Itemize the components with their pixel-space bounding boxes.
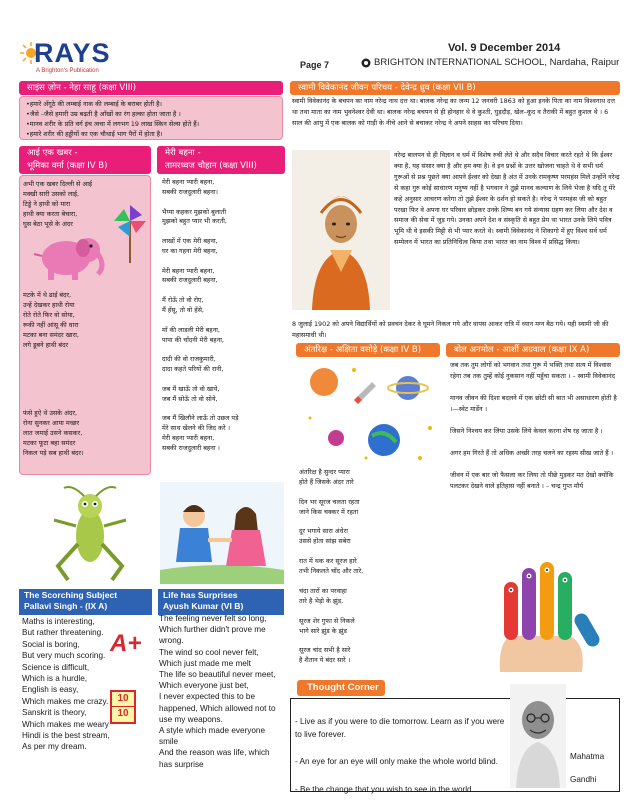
- antariksh-title: अंतरिक्ष - अक्षिता वसोड़े (कक्षा IV B): [296, 343, 440, 357]
- grade-a-plus: A+: [110, 630, 142, 657]
- page-number: Page 7: [300, 60, 330, 70]
- science-line: •मानव शरीर के प्रति वर्ग इंच त्वचा में लगभग 19 लाख स्किन सेल्स होते हैं।: [26, 120, 200, 128]
- life-title-line1: Life has Surprises: [163, 590, 238, 600]
- vivekananda-intro: स्वामी विवेकानंद के बचपन का नाम नरेन्द्र नाथ दत्त था। बालक नरेन्द्र का जन्म 12 जनवरी 1863 को हुआ इनके पिता का नाम विश्वनाथ दत्त था तथा माता का नाम भुवनेश्वर देवी था। बालक नरेन्द्र बचपन से ही होनहार थे वे कुश्ती, घुड़दौड़, खेल–कूद व तैराकी में बहुत कुशल थे । 6 साल की आयु में एक बालक को गाड़ी के नीचे आने से बचाकर नरेन्द्र ने अपने साहस का परिचय दिया।: [292, 97, 615, 127]
- behna-title-line1: मेरी बहना -: [165, 148, 201, 158]
- bol-anmol-quotes: जब तक तुम लोगों को भगवान तथा गुरू में भक्ति तथा सत्य में विश्वास रहेगा तब तक तुम्हें कोई नुकसान नहीं पहुँचा सकता । – स्वामी विवेकानंद मानव जीवन की दिशा बदलने में एक छोटी सी बात भी असाधारण होती है ।—स्वेट मार्डेन । जिसने निश्चय कर लिया उसके लिये केवल करना शेष रह जाता है । अगर हम गिरते हैं तो अधिक अच्छी तरह चलने का रहस्य सीख जाते हैं । जीवन में एक बार जो फैसला कर लिया तो पीछे मुड़कर मत देखो क्योंकि पलटकर देखने वाले इतिहास नहीं बनाते । – चन्द्र गुप्त मौर्य: [450, 361, 617, 490]
- life-title-line2: Ayush Kumar (VI B): [163, 601, 244, 611]
- thought-lines: [295, 701, 505, 810]
- scorching-poem: Maths is interesting, But rather threatening. Social is boring, But very much scoring. Science is difficult, Which is a hurdle, English is easy, Which makes me crazy. Sanskrit is theory, Which makes me weary Hindi is the best stream, As per my dream.: [22, 617, 110, 752]
- bol-anmol-title: बोल अनमोल - आर्शी अग्रवाल (कक्षा IX A): [446, 343, 620, 357]
- khabar-title-line2: भूमिका वर्मा (कक्षा IV B): [27, 161, 108, 171]
- thought-line: - An eye for an eye will only make the whole world blind.: [295, 757, 498, 767]
- volume-label: Vol. 9 December 2014: [448, 42, 561, 54]
- khabar-poem-3: फंसे हुऐ थे उसके अंदर, रोना सुनकर आया मच्छर लात जमाई उसने कसकर, मटका फूटा बहा समंदर निकल पड़े सब हाथी बंदर।: [23, 409, 84, 457]
- thought-line: - Live as if you were to die tomorrow. Learn as if you were to live forever.: [295, 716, 505, 740]
- behna-title: [157, 146, 285, 174]
- science-line: •जैसे –जैसे हमारी उम्र बढ़ती है आँखों का रंग हल्का होता जाता है ।: [26, 110, 181, 118]
- khabar-title-line1: आई एक खबर -: [27, 148, 78, 158]
- scorching-title-line2: Pallavi Singh - (IX A): [24, 601, 108, 611]
- gandhi-caption-line2: Gandhi: [570, 775, 597, 785]
- behna-title-line2: तामरध्वज चौहान (कक्षा VIII): [165, 161, 257, 171]
- vivekananda-portrait: [292, 150, 390, 310]
- pinwheel-illustration: [113, 203, 147, 263]
- finger-puppets-illustration: [470, 552, 610, 672]
- gandhi-caption-line1: Mahatma: [570, 752, 605, 762]
- science-zone-box: [19, 96, 283, 140]
- score-bottom: 10: [112, 706, 134, 721]
- life-poem: The feeling never felt so long, Which further didn't prove me wrong. The wind so cool never felt, Which just made me melt The life so beautiful never meet, Which everyone just bet, I never expected this to be happened, Which allowed not to use my weapons. A style which made everyone smile And the reason was life, which has surprise: [159, 614, 276, 769]
- khabar-title: [19, 146, 151, 174]
- vivekananda-title: स्वामी विवेकानंद जीवन परिचय - देवेन्द्र ध्रुव (कक्षा VII B): [290, 81, 620, 95]
- score-ten-badge: [110, 690, 136, 724]
- behna-poem: मेरी बहना प्यारी बहना, सबकी राजदुलारी बहना। भैय्या कहकर मुझको बुलाती मुझको बहुत प्यार भी करती, लाखों में एक मेरी बहना, घर का गहना मेरी बहना, मेरी बहना प्यारी बहना, सबकी राजदुलारी बहना, मैं रोऊँ तो वो रोए, मैं हँसू, तो वो हँसे, माँ की लाडली मेरी बहना, पापा की चाँदनी मेरी बहना, दादी की वो राजकुमारी, दादा कहते परियों की रानी, जब मैं खाऊँ तो वो खाये, जब मैं सोऊँ तो वो सोये, जब मैं खिलौने लाऊँ तो उछल पड़े मेरे साथ खेलने की जिद करे । मेरी बहना प्यारी बहना, सबकी राजदुलारी बहना ।: [162, 178, 239, 452]
- grasshopper-illustration: [28, 484, 152, 584]
- thought-corner-title: Thought Corner: [297, 680, 385, 696]
- science-zone-title: साइंस ज़ोन - नेहा साहू (कक्षा VIII): [19, 81, 283, 95]
- science-line: •हमारे शरीर की हड्डीयों का एक चौथाई भाग पैरों में होता है।: [26, 130, 163, 138]
- scorching-title-line1: The Scorching Subject: [24, 590, 118, 600]
- logo-tagline: A Brighton's Publication: [36, 68, 99, 74]
- life-title: [158, 589, 284, 615]
- vivekananda-closing: 8 जुलाई 1902 को अपने विद्यार्थियों को प्रवचन देकर वे घूमने निकल गये और वापस आकर रात्रि में ध्यान मग्न बैठ गये। यही स्वामी जी की महासमाधी थी।: [292, 320, 609, 339]
- logo-text: RAYS: [34, 38, 111, 68]
- thought-line: - Be the change that you wish to see in the world: [295, 784, 472, 794]
- rays-logo: [20, 36, 111, 76]
- gandhi-portrait: [510, 684, 566, 788]
- science-line: •हमारे अँगूठे की लम्बाई नाक की लम्बाई के बराबर होती है।: [26, 100, 162, 108]
- gandhi-caption: [570, 740, 620, 797]
- school-crest-icon: [361, 58, 371, 68]
- vivekananda-body: नरेन्द्र बालपन से ही विज्ञान व धर्म में विशेष रुची लेते थे और सदैव विचार करते रहते थे कि ईश्वर क्या है, यह संसार क्या है और हम क्या है। वे इन प्रश्नों के उत्तर खोजना चाहते थे वे सभी धर्म गुरूओं से प्रश्न पूछते क्या आपने ईश्वर को देखा है अंत में उनके रामकृष्ण परमहंस मिले उन्होंने नरेन्द्र से कहा गुरु कोई साधारण मनुष्य नहीं है भगवान ने तुझे मानव कल्याण के लिये भेजा है यदि तू मेरे कहे अनुसार आचरण करेगा तो तुझे ईश्वर के दर्शन हो सकते है। नरेन्द्र ने परमहंस जी को बहुत परखा फिर वे अपना घर परिवार छोड़कर उनके शिष्य बन गये संन्यास ग्रहण कर लिया और देश व समाज की सेवा में जुड़ गये। उनका अपने देश व संस्कृति से बहुत प्रेम था भारत उनके लिये पवित्र भूमि थी वे इसकी मिट्टी से भी प्यार करते थे। स्वामी विवेकानंद ने शिकागो में हुए विश्व सर्व धर्म सम्मेलन में भारत का प्रतिनिधित्व किया तथा भारत का नाम विश्व में प्रसिद्ध किया।: [394, 151, 620, 247]
- score-top: 10: [117, 693, 129, 704]
- khabar-poem-2: मटके में थे ढाई बंदर, उन्हें देखकर हाथी रोया रोते रोते फिर वो सोया, रूकी नहीं आंसू की धारा मटका बना समंदर खारा, लगे डूबने हाथी बंदर: [23, 291, 79, 349]
- scorching-title: [19, 589, 152, 615]
- elephant-illustration: [28, 226, 106, 286]
- school-name: BRIGHTON INTERNATIONAL SCHOOL, Nardaha, Raipur: [374, 57, 620, 68]
- space-illustration: [296, 358, 440, 466]
- children-illustration: [160, 482, 284, 584]
- khabar-poem-1: अभी एक खबर दिल्ली से आई मक्खी सारी उसको लाई, टिड्डे ने हाथी को मारा हाथी क्या करता बेचारा, घुस बेठा भूसे के अंदर: [23, 180, 93, 228]
- antariksh-poem: अंतरिक्ष है सुन्दर प्यारा होते हैं जिसके अंदर तारे दिन भर सूरज चलता रहता जाने किस चक्कर में रहता दूर भगाये सारा अंधेरा उससे होता सांझ सबेरा रात में थक कर सूरज हारे तभी निकलते चाँद और तारे, चंदा तारों का परवाहा तारे है भेड़ो के झुंड, सूरज शेर गुफा से निकले भागे सारे झुंड के झुंड सूरज चांद सभी है सारे है शैतान ये बंदर सारे ।: [299, 468, 364, 665]
